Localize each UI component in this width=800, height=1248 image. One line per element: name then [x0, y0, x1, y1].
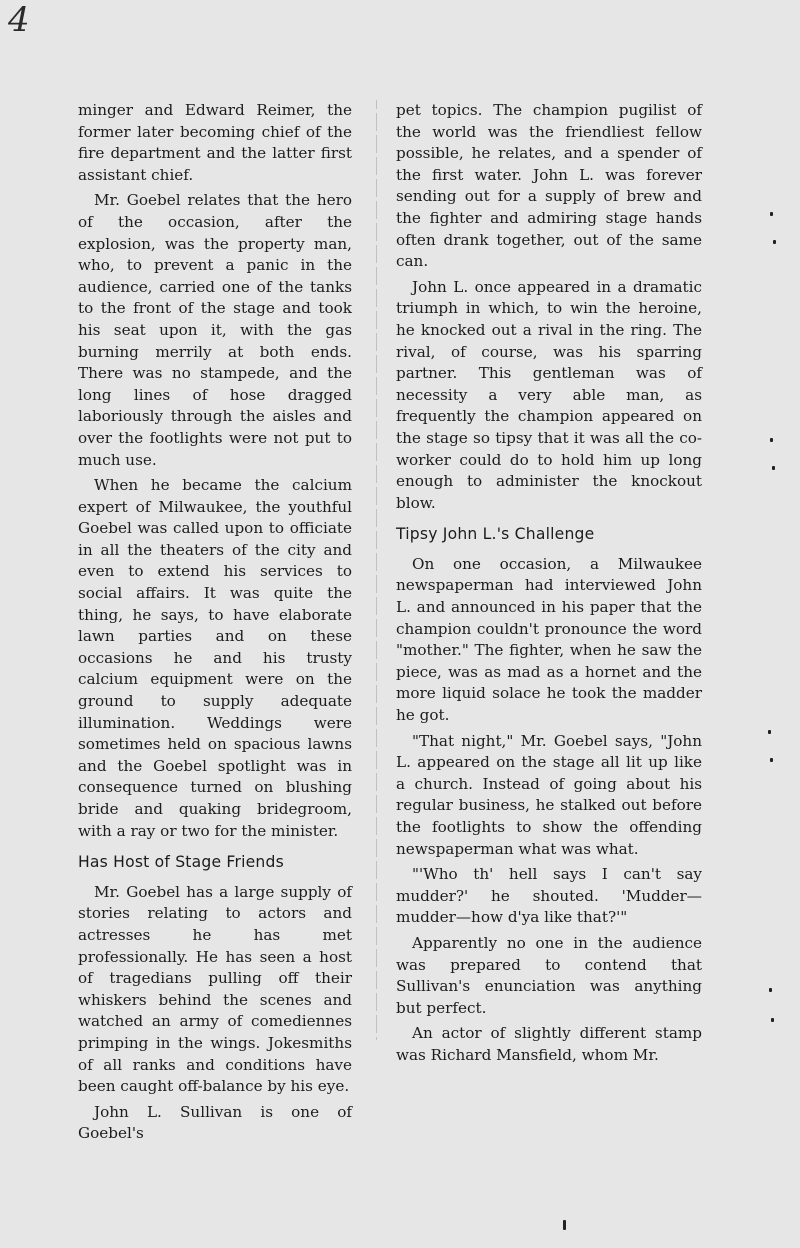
scan-speck	[772, 466, 775, 470]
paragraph: John L. Sullivan is one of Goebel's	[78, 1102, 352, 1143]
scan-speck	[771, 1018, 774, 1022]
paragraph: Mr. Goebel relates that the hero of the occasion, after the explosion, was the property man, who, to prevent a panic in the audience, carried one of the tanks to the front of the stage and took his seat upon it, with the gas burning merrily at both ends. There was no stampede, and the long lines of hose dragged laboriously through the aisles and over the footlights were not put to much use.	[78, 191, 352, 469]
scan-speck	[769, 988, 772, 992]
page-number: 4	[8, 0, 30, 40]
right-column	[396, 100, 702, 1071]
scan-speck	[770, 438, 773, 442]
paragraph: Apparently no one in the audience was prepared to contend that Sullivan's enunciation was anything but perfect.	[396, 933, 702, 1017]
section-heading: Has Host of Stage Friends	[78, 853, 284, 872]
paragraph: minger and Edward Reimer, the former later becoming chief of the fire department and the latter first assistant chief.	[78, 101, 352, 184]
paragraph: On one occasion, a Milwaukee newspaperman had interviewed John L. and announced in his paper that the champion couldn't pronounce the word "mother." The fighter, when he saw the piece, was as mad as a hornet and the more liquid solace he took the madder he got.	[396, 554, 702, 725]
column-divider	[376, 100, 377, 1040]
left-column	[78, 100, 352, 1149]
paragraph: When he became the calcium expert of Milwaukee, the youthful Goebel was called upon to officiate in all the theaters of the city and even to extend his services to social affairs. It was quite the thing, he says, to have elaborate lawn parties and on these occasions he and his trusty calcium equipment were on the ground to supply adequate illumination. Weddings were sometimes held on spacious lawns and the Goebel spotlight was in consequence turned on blushing bride and quaking bridegroom, with a ray or two for the minister.	[78, 476, 352, 840]
paragraph: John L. once appeared in a dramatic triumph in which, to win the heroine, he knocked out a rival in the ring. The rival, of course, was his sparring partner. This gentleman was of necessity a very able man, as frequently the champion appeared on the stage so tipsy that it was all the co-worker could do to hold him up long enough to administer the knockout blow.	[396, 277, 702, 512]
paragraph: "That night," Mr. Goebel says, "John L. appeared on the stage all lit up like a church. Instead of going about his regular business, he stalked out before the footlights to show the offending newspaperman what was what.	[396, 731, 702, 858]
scan-speck	[770, 758, 773, 762]
scan-speck	[768, 730, 771, 734]
scan-speck	[563, 1220, 566, 1230]
paragraph: An actor of slightly different stamp was Richard Mansfield, whom Mr.	[396, 1024, 702, 1064]
paragraph: "'Who th' hell says I can't say mudder?' he shouted. 'Mudder—mudder—how d'ya like that?'"	[396, 865, 702, 927]
section-heading: Tipsy John L.'s Challenge	[396, 525, 595, 544]
paragraph: Mr. Goebel has a large supply of stories relating to actors and actresses he has met professionally. He has seen a host of tragedians pulling off their whiskers behind the scenes and watched an army of comediennes primping in the wings. Jokesmiths of all ranks and conditions have been caught off-balance by his eye.	[78, 882, 352, 1096]
scan-speck	[773, 240, 776, 244]
scan-speck	[770, 212, 773, 216]
paragraph: pet topics. The champion pugilist of the world was the friendliest fellow possible, he relates, and a spender of the first water. John L. was forever sending out for a supply of brew and the fighter and admiring stage hands often drank together, out of the same can.	[396, 101, 702, 271]
